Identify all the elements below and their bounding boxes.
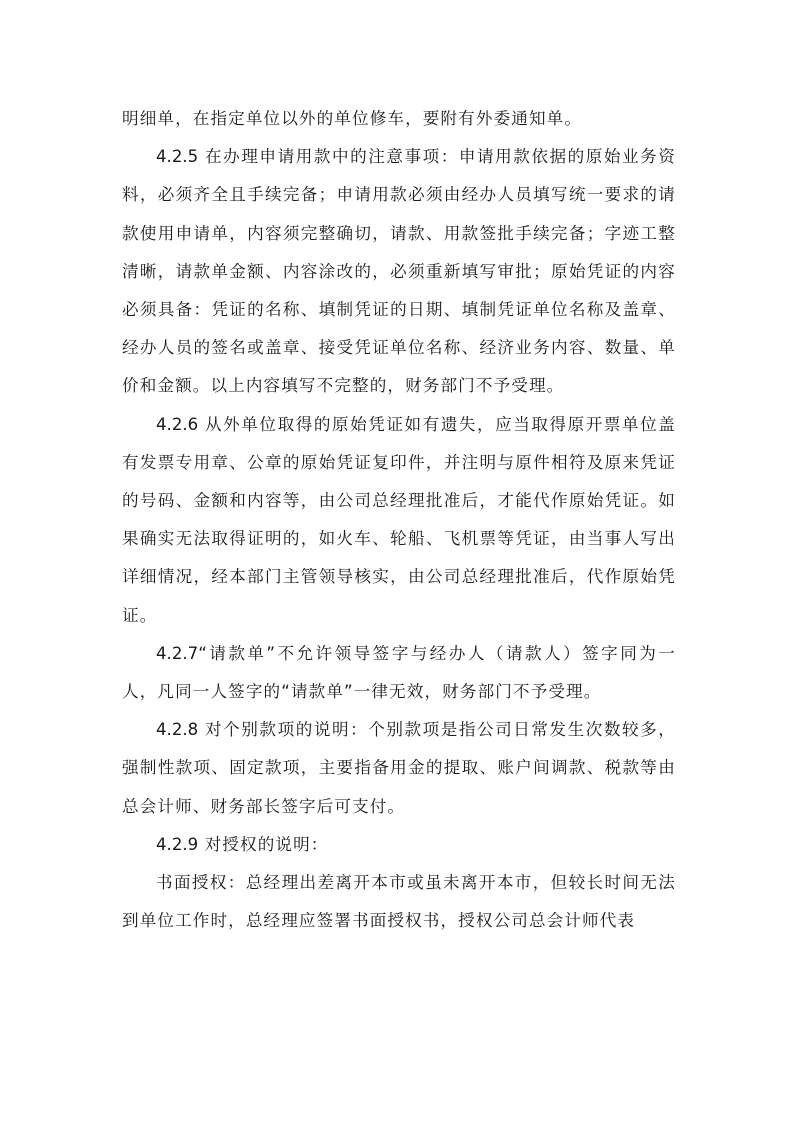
- paragraph-text: 书面授权：总经理出差离开本市或虽未离开本市，但较长时间无法到单位工作时，总经理应签署书面授权书，授权公司总会计师代表: [122, 873, 676, 931]
- paragraph-text: 明细单，在指定单位以外的单位修车，要附有外委通知单。: [122, 109, 583, 128]
- section-number: 4.2.6: [156, 414, 199, 434]
- paragraph-text: 对个别款项的说明：个别款项是指公司日常发生次数较多，强制性款项、固定款项，主要指备用金的提取、账户间调款、税款等由总会计师、财务部长签字后可支付。: [122, 720, 676, 816]
- document-page: [122, 100, 676, 940]
- paragraph-written-authorization: [122, 864, 676, 940]
- paragraph-text: “请款单”不允许领导签字与经办人（请款人）签字同为一人，凡同一人签字的“请款单”一律无效，财务部门不予受理。: [122, 643, 676, 702]
- paragraph-text: 对授权的说明：: [198, 834, 329, 854]
- section-number: 4.2.9: [156, 834, 199, 854]
- paragraph-text: 从外单位取得的原始凭证如有遗失，应当取得原开票单位盖有发票专用章、公章的原始凭证复印件，并注明与原件相符及原来凭证的号码、金额和内容等，由公司总经理批准后，才能代作原始凭证。如果确实无法取得证明的，如火车、轮船、飞机票等凭证，由当事人写出详细情况，经本部门主管领导核实，由公司总经理批准后，代作原始凭证。: [122, 414, 676, 625]
- paragraph-4-2-5: [122, 138, 676, 405]
- paragraph-4-2-8: [122, 711, 676, 826]
- paragraph-4-2-7: [122, 635, 676, 711]
- paragraph-4-2-9: [122, 826, 676, 864]
- section-number: 4.2.7: [156, 643, 199, 663]
- paragraph-4-2-6: [122, 406, 676, 635]
- section-number: 4.2.5: [156, 147, 199, 167]
- section-number: 4.2.8: [156, 720, 199, 740]
- paragraph-text: 在办理申请用款中的注意事项：申请用款依据的原始业务资料，必须齐全且手续完备；申请用款必须由经办人员填写统一要求的请款使用申请单，内容须完整确切，请款、用款签批手续完备；字迹工整清晰，请款单金额、内容涂改的，必须重新填写审批；原始凭证的内容必须具备：凭证的名称、填制凭证的日期、填制凭证单位名称及盖章、经办人员的签名或盖章、接受凭证单位名称、经济业务内容、数量、单价和金额。以上内容填写不完整的，财务部门不予受理。: [122, 147, 676, 396]
- paragraph-continuation: [122, 100, 676, 138]
